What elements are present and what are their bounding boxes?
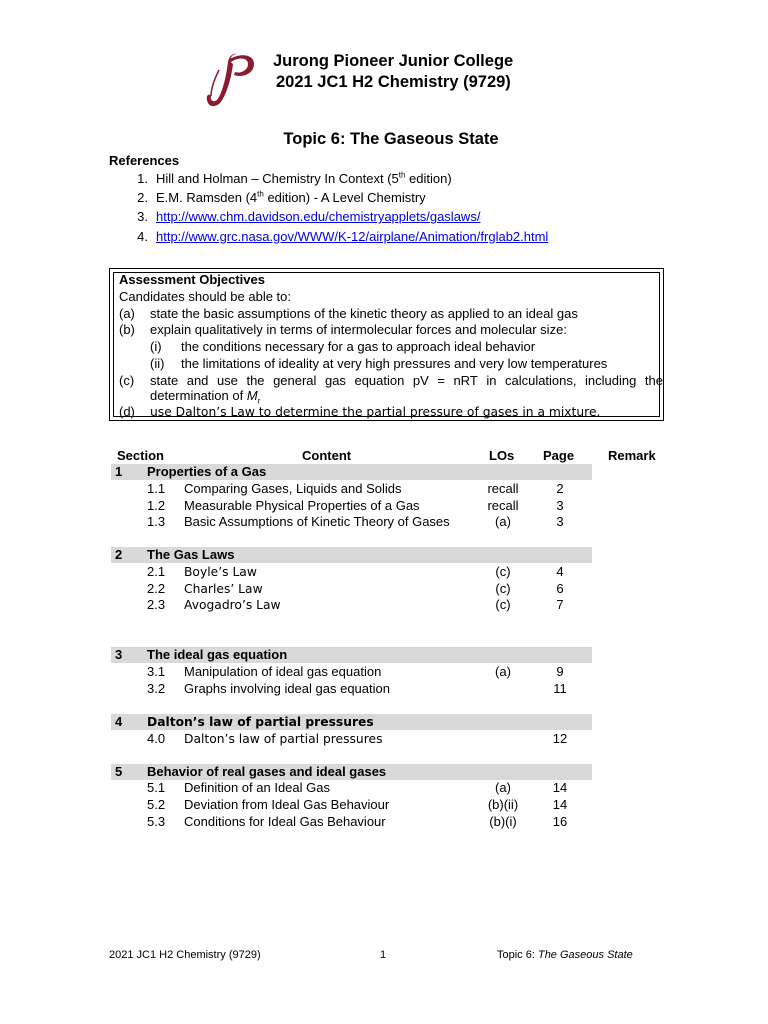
subsection-lo: (b)(i) [489, 814, 517, 829]
objective-d-text: use Dalton’s Law to determine the partial pressure of gases in a mixture. [150, 405, 601, 419]
references-heading: References [109, 153, 180, 168]
objective-c-text-continued: determination of $M_r$ [150, 388, 261, 406]
subsection-page: 7 [556, 597, 564, 612]
objective-b-label: (b) [119, 322, 135, 337]
subsection-page: 12 [552, 731, 568, 746]
subsection-title: Charles’ Law [184, 582, 263, 596]
subsection-number: 3.2 [147, 681, 166, 696]
subsection-title: Boyle’s Law [184, 565, 257, 579]
subsection-title: Avogadro’s Law [184, 598, 281, 612]
subsection-number: 2.1 [147, 564, 166, 579]
section-title: The Gas Laws [147, 547, 235, 562]
subsection-title: Basic Assumptions of Kinetic Theory of Gases [184, 514, 450, 529]
objective-d-label: (d) [119, 404, 135, 419]
section-title: Behavior of real gases and ideal gases [147, 764, 387, 779]
subsection-title: Dalton’s law of partial pressures [184, 732, 383, 746]
subsection-page: 2 [556, 481, 564, 496]
reference-number: 4. [137, 228, 148, 244]
subsection-page: 14 [552, 797, 568, 812]
subsection-lo: (a) [495, 514, 511, 529]
reference-number: 2. [137, 190, 148, 206]
subsection-lo: (c) [495, 597, 511, 612]
section-title: The ideal gas equation [147, 647, 288, 662]
subsection-number: 1.3 [147, 514, 166, 529]
college-name: Jurong Pioneer Junior College [273, 52, 514, 70]
section-number: 5 [115, 764, 123, 779]
section-title: Properties of a Gas [147, 464, 267, 479]
objective-b-i-text: the conditions necessary for a gas to approach ideal behavior [181, 339, 536, 354]
objective-b-text: explain qualitatively in terms of intermolecular forces and molecular size: [150, 322, 567, 337]
subsection-page: 14 [552, 780, 568, 795]
subsection-page: 9 [556, 664, 564, 679]
college-logo [200, 50, 260, 112]
subsection-number: 2.2 [147, 581, 166, 596]
subsection-page: 16 [552, 814, 568, 829]
objectives-intro: Candidates should be able to: [119, 289, 292, 304]
footer-page-number: 1 [380, 949, 387, 961]
subsection-lo: (a) [495, 664, 511, 679]
subsection-number: 5.3 [147, 814, 166, 829]
subsection-number: 2.3 [147, 597, 166, 612]
section-number: 1 [115, 464, 123, 479]
subsection-lo: recall [487, 481, 519, 496]
subsection-title: Manipulation of ideal gas equation [184, 664, 382, 679]
subsection-page: 3 [556, 498, 564, 513]
section-number: 4 [115, 714, 123, 729]
objective-c-label: (c) [119, 373, 135, 388]
subsection-number: 1.2 [147, 498, 166, 513]
objective-b-ii-text: the limitations of ideality at very high pressures and very low temperatures [181, 356, 608, 371]
course-title: 2021 JC1 H2 Chemistry (9729) [276, 73, 511, 91]
subsection-number: 5.1 [147, 780, 166, 795]
section-title: Dalton’s law of partial pressures [147, 715, 374, 729]
footer-topic: Topic 6: The Gaseous State [497, 949, 633, 961]
reference-text: Hill and Holman – Chemistry In Context (5th edition) [156, 170, 452, 186]
objective-b-ii-label: (ii) [150, 356, 165, 371]
subsection-lo: (b)(ii) [487, 797, 519, 812]
footer-course: 2021 JC1 H2 Chemistry (9729) [109, 949, 261, 961]
section-number: 3 [115, 647, 123, 662]
subsection-page: 6 [556, 581, 564, 596]
column-header-content: Content [302, 448, 352, 463]
reference-text: E.M. Ramsden (4th edition) - A Level Chemistry [156, 189, 426, 206]
subsection-title: Measurable Physical Properties of a Gas [184, 498, 420, 513]
objective-a-label: (a) [119, 306, 135, 321]
subsection-title: Comparing Gases, Liquids and Solids [184, 481, 402, 496]
subsection-title: Definition of an Ideal Gas [184, 780, 330, 795]
reference-number: 3. [137, 209, 148, 225]
subsection-title: Graphs involving ideal gas equation [184, 681, 390, 696]
subsection-lo: (a) [495, 780, 511, 795]
subsection-title: Conditions for Ideal Gas Behaviour [184, 814, 386, 829]
objectives-heading: Assessment Objectives [119, 272, 265, 287]
objective-c-text: state and use the general gas equation pV = nRT in calculations, including the [150, 373, 663, 388]
subsection-lo: (c) [495, 564, 511, 579]
reference-link[interactable]: http://www.grc.nasa.gov/WWW/K-12/airplane/Animation/frglab2.html [156, 228, 549, 244]
objective-a-text: state the basic assumptions of the kinetic theory as applied to an ideal gas [150, 306, 578, 321]
objective-b-i-label: (i) [150, 339, 162, 354]
topic-title: Topic 6: The Gaseous State [283, 130, 499, 148]
subsection-number: 1.1 [147, 481, 166, 496]
column-header-remark: Remark [608, 448, 656, 463]
column-header-page: Page [543, 448, 575, 463]
reference-number: 1. [137, 171, 148, 186]
column-header-los: LOs [489, 448, 515, 463]
section-number: 2 [115, 547, 123, 562]
subsection-number: 5.2 [147, 797, 166, 812]
subsection-title: Deviation from Ideal Gas Behaviour [184, 797, 390, 812]
subsection-page: 4 [556, 564, 564, 579]
subsection-page: 11 [553, 681, 567, 696]
subsection-lo: (c) [495, 581, 511, 596]
subsection-page: 3 [556, 514, 564, 529]
subsection-number: 3.1 [147, 664, 166, 679]
reference-link[interactable]: http://www.chm.davidson.edu/chemistryapplets/gaslaws/ [156, 209, 481, 225]
subsection-number: 4.0 [147, 731, 166, 746]
subsection-lo: recall [487, 498, 519, 513]
column-header-section: Section [117, 448, 164, 463]
